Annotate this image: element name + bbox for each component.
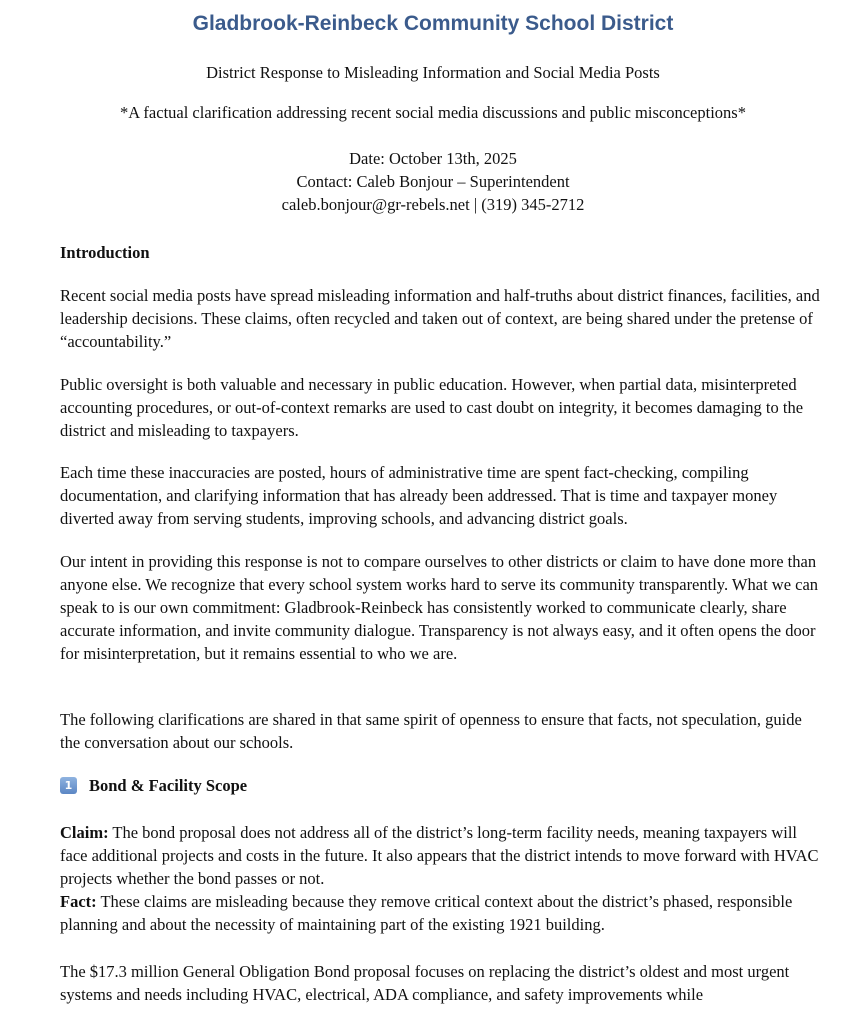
claim-text: The bond proposal does not address all of the district’s long-term facility needs, meaning taxpayers will face additional projects and costs in the future. It also appears that the district intends to move forward with HVAC projects whether the bond passes or not.	[60, 823, 819, 888]
intro-paragraph-1	[60, 284, 820, 353]
document-tagline: *A factual clarification addressing recent social media discussions and public misconceptions*	[120, 103, 746, 122]
intro-paragraph-3	[60, 461, 820, 530]
paragraph-text: Recent social media posts have spread misleading information and half-truths about district finances, facilities, and leadership decisions. These claims, often recycled and taken out of context, are being shared under the pretense of “accountability.”	[60, 286, 820, 351]
intro-paragraph-2	[60, 373, 820, 442]
claim-label: Claim:	[60, 823, 109, 842]
intro-paragraph-4	[60, 550, 820, 665]
intro-paragraph-5	[60, 708, 820, 754]
document-contact: Contact: Caleb Bonjour – Superintendent	[296, 172, 570, 191]
claim-paragraph	[60, 821, 820, 890]
fact-text: These claims are misleading because they remove critical context about the district’s phased, responsible planning and about the necessity of maintaining part of the existing 1921 building.	[60, 892, 793, 934]
number-one-icon: 1	[60, 777, 77, 794]
section-1-heading	[60, 774, 247, 797]
section-1-title: Bond & Facility Scope	[89, 776, 248, 795]
paragraph-text: Our intent in providing this response is not to compare ourselves to other districts or claim to have done more than anyone else. We recognize that every school system works hard to serve its community transparently. What we can speak to is our own commitment: Gladbrook-Reinbeck has consistently worked to communicate clearly, share accurate information, and invite community dialogue. Transparency is not always easy, and it often opens the door for misinterpretation, but it remains essential to who we are.	[60, 552, 819, 663]
fact-label: Fact:	[60, 892, 97, 911]
fact-paragraph	[60, 890, 820, 936]
paragraph-text: Public oversight is both valuable and necessary in public education. However, when partial data, misinterpreted accounting procedures, or out-of-context remarks are used to cast doubt on integrity, it becomes damaging to the district and misleading to taxpayers.	[60, 375, 804, 440]
paragraph-text: Each time these inaccuracies are posted, hours of administrative time are spent fact-checking, compiling documentation, and clarifying information that has already been addressed. That is time and taxpayer money diverted away from serving students, improving schools, and advancing district goals.	[60, 463, 778, 528]
district-title: Gladbrook-Reinbeck Community School District	[192, 12, 674, 35]
section-1-claim-fact	[60, 821, 820, 936]
paragraph-text: The $17.3 million General Obligation Bond proposal focuses on replacing the district’s oldest and most urgent systems and needs including HVAC, electrical, ADA compliance, and safety improvements while	[60, 962, 790, 1004]
section-1-paragraph	[60, 960, 820, 1006]
paragraph-text: The following clarifications are shared in that same spirit of openness to ensure that facts, not speculation, guide the conversation about our schools.	[60, 710, 802, 752]
document-subtitle: District Response to Misleading Information and Social Media Posts	[206, 63, 660, 82]
document-date: Date: October 13th, 2025	[349, 149, 517, 168]
introduction-heading: Introduction	[60, 243, 150, 262]
document-contact-info: caleb.bonjour@gr-rebels.net | (319) 345-2712	[281, 195, 585, 214]
